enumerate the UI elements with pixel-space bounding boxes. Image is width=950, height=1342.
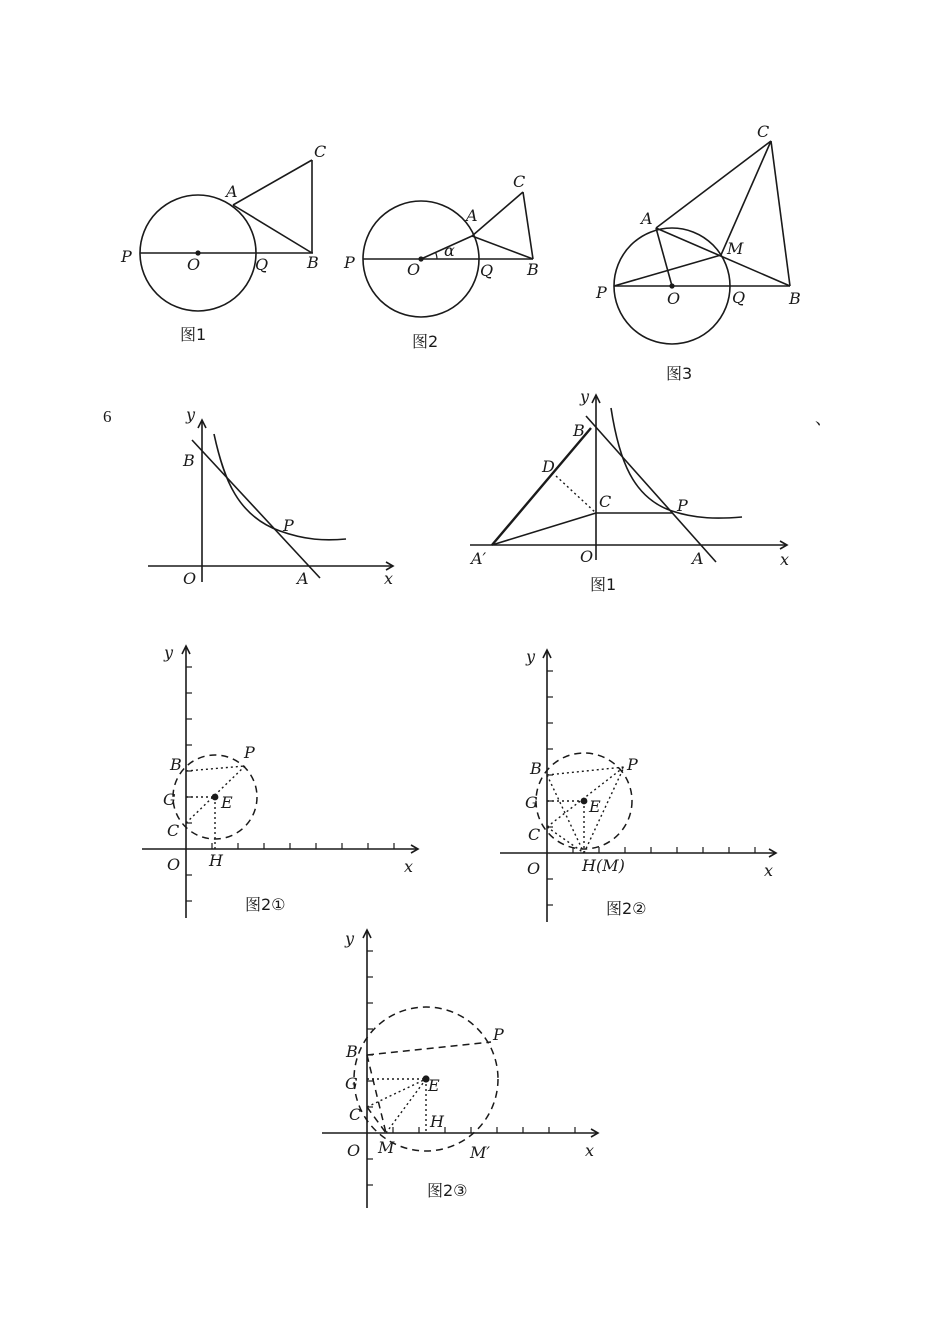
segment-bp	[547, 767, 624, 775]
label-o: O	[580, 547, 594, 566]
label-p: P	[244, 743, 255, 762]
segment-me	[386, 1079, 426, 1133]
label-e: E	[221, 793, 233, 812]
center-e	[212, 794, 219, 801]
label-g: G	[345, 1074, 358, 1093]
label-p: P	[677, 496, 688, 515]
segment-bm	[547, 775, 584, 853]
angle-alpha-arc	[436, 253, 437, 259]
label-b: B	[307, 253, 319, 272]
segment-dc	[556, 476, 596, 513]
label-m: M	[378, 1138, 395, 1157]
label-y: y	[186, 405, 196, 424]
x-ticks	[573, 847, 755, 853]
label-b: B	[183, 451, 195, 470]
label-p: P	[344, 253, 355, 272]
segment-ab	[656, 228, 790, 286]
label-o: O	[527, 859, 541, 878]
label-a: A	[466, 206, 478, 225]
hyperbola-curve	[214, 434, 346, 540]
label-c: C	[599, 492, 612, 511]
center-e	[581, 798, 588, 805]
line-ab	[192, 440, 320, 578]
segment-a-prime-c	[492, 513, 596, 545]
segment-pm	[614, 255, 721, 286]
y-ticks	[547, 671, 553, 905]
label-b: B	[530, 759, 542, 778]
label-y: y	[580, 387, 590, 406]
label-g: G	[525, 793, 538, 812]
label-b: B	[346, 1042, 358, 1061]
label-q: Q	[732, 288, 746, 307]
label-y: y	[526, 647, 536, 666]
segment-cm	[547, 827, 584, 853]
label-p: P	[596, 283, 607, 302]
label-p: P	[627, 755, 638, 774]
caption: 图2②	[606, 899, 647, 918]
label-p: P	[493, 1025, 504, 1044]
x-ticks	[393, 1127, 575, 1133]
label-m-prime: M′	[470, 1143, 491, 1162]
hyperbola-figure-1	[469, 387, 789, 594]
label-q: Q	[255, 255, 269, 274]
segment-a-prime-b	[492, 428, 591, 545]
segment-ac	[472, 192, 523, 236]
label-c: C	[513, 172, 526, 191]
label-x: x	[384, 569, 394, 588]
label-b: B	[573, 421, 585, 440]
segment-ac	[233, 160, 312, 205]
caption: 图1	[590, 575, 617, 594]
grid-figure-2-1	[142, 643, 418, 918]
label-c: C	[757, 122, 770, 141]
label-x: x	[585, 1141, 595, 1160]
segment-bm	[367, 1055, 386, 1133]
label-h-m: H(M)	[582, 856, 625, 875]
segment-bp	[367, 1042, 491, 1055]
label-a-prime: A′	[471, 549, 487, 568]
label-x: x	[764, 861, 774, 880]
label-d: D	[542, 457, 555, 476]
label-y: y	[164, 643, 174, 662]
segment-ac	[656, 141, 771, 228]
caption: 图2①	[245, 895, 286, 914]
label-o: O	[667, 289, 681, 308]
stray-mark: 、	[815, 409, 832, 428]
label-c: C	[314, 142, 327, 161]
caption: 图1	[180, 325, 207, 344]
label-h: H	[209, 851, 223, 870]
label-a: A	[226, 182, 238, 201]
label-o: O	[347, 1141, 361, 1160]
label-h: H	[430, 1112, 444, 1131]
caption: 图2③	[427, 1181, 468, 1200]
label-m: M	[727, 239, 744, 258]
y-ticks	[186, 667, 192, 901]
label-p: P	[283, 516, 294, 535]
caption: 图2	[412, 332, 439, 351]
hyperbola-figure-left	[148, 405, 393, 588]
label-g: G	[163, 790, 176, 809]
label-b: B	[789, 289, 801, 308]
label-o: O	[167, 855, 181, 874]
label-b: B	[527, 260, 539, 279]
label-y: y	[345, 929, 355, 948]
label-o: O	[183, 569, 197, 588]
label-c: C	[349, 1105, 362, 1124]
circle-figure-3	[595, 122, 801, 383]
segment-cm	[721, 141, 771, 255]
caption: 图3	[666, 364, 693, 383]
label-p: P	[121, 247, 132, 266]
line-ab	[586, 416, 716, 562]
label-b: B	[170, 755, 182, 774]
grid-figure-2-2	[500, 647, 776, 922]
label-e: E	[589, 797, 601, 816]
problem-number: 6	[103, 407, 112, 426]
label-q: Q	[480, 261, 494, 280]
label-o: O	[407, 260, 421, 279]
label-a: A	[692, 549, 704, 568]
label-a: A	[297, 569, 309, 588]
radius-oa	[656, 228, 672, 286]
label-c: C	[528, 825, 541, 844]
label-x: x	[780, 550, 790, 569]
segment-ab	[472, 236, 533, 259]
label-e: E	[428, 1076, 440, 1095]
segment-cb	[523, 192, 533, 259]
label-a: A	[641, 209, 653, 228]
x-ticks	[212, 843, 394, 849]
label-c: C	[167, 821, 180, 840]
center-point	[669, 283, 674, 288]
circle-figure-1	[120, 142, 326, 344]
segment-cb	[771, 141, 790, 286]
label-o: O	[187, 255, 201, 274]
segment-ab	[233, 205, 312, 253]
segment-cp	[547, 767, 624, 827]
grid-figure-2-3	[322, 929, 598, 1208]
label-alpha: α	[444, 241, 455, 260]
circle-figure-2	[343, 172, 539, 351]
segment-bp	[186, 766, 245, 771]
label-x: x	[404, 857, 414, 876]
